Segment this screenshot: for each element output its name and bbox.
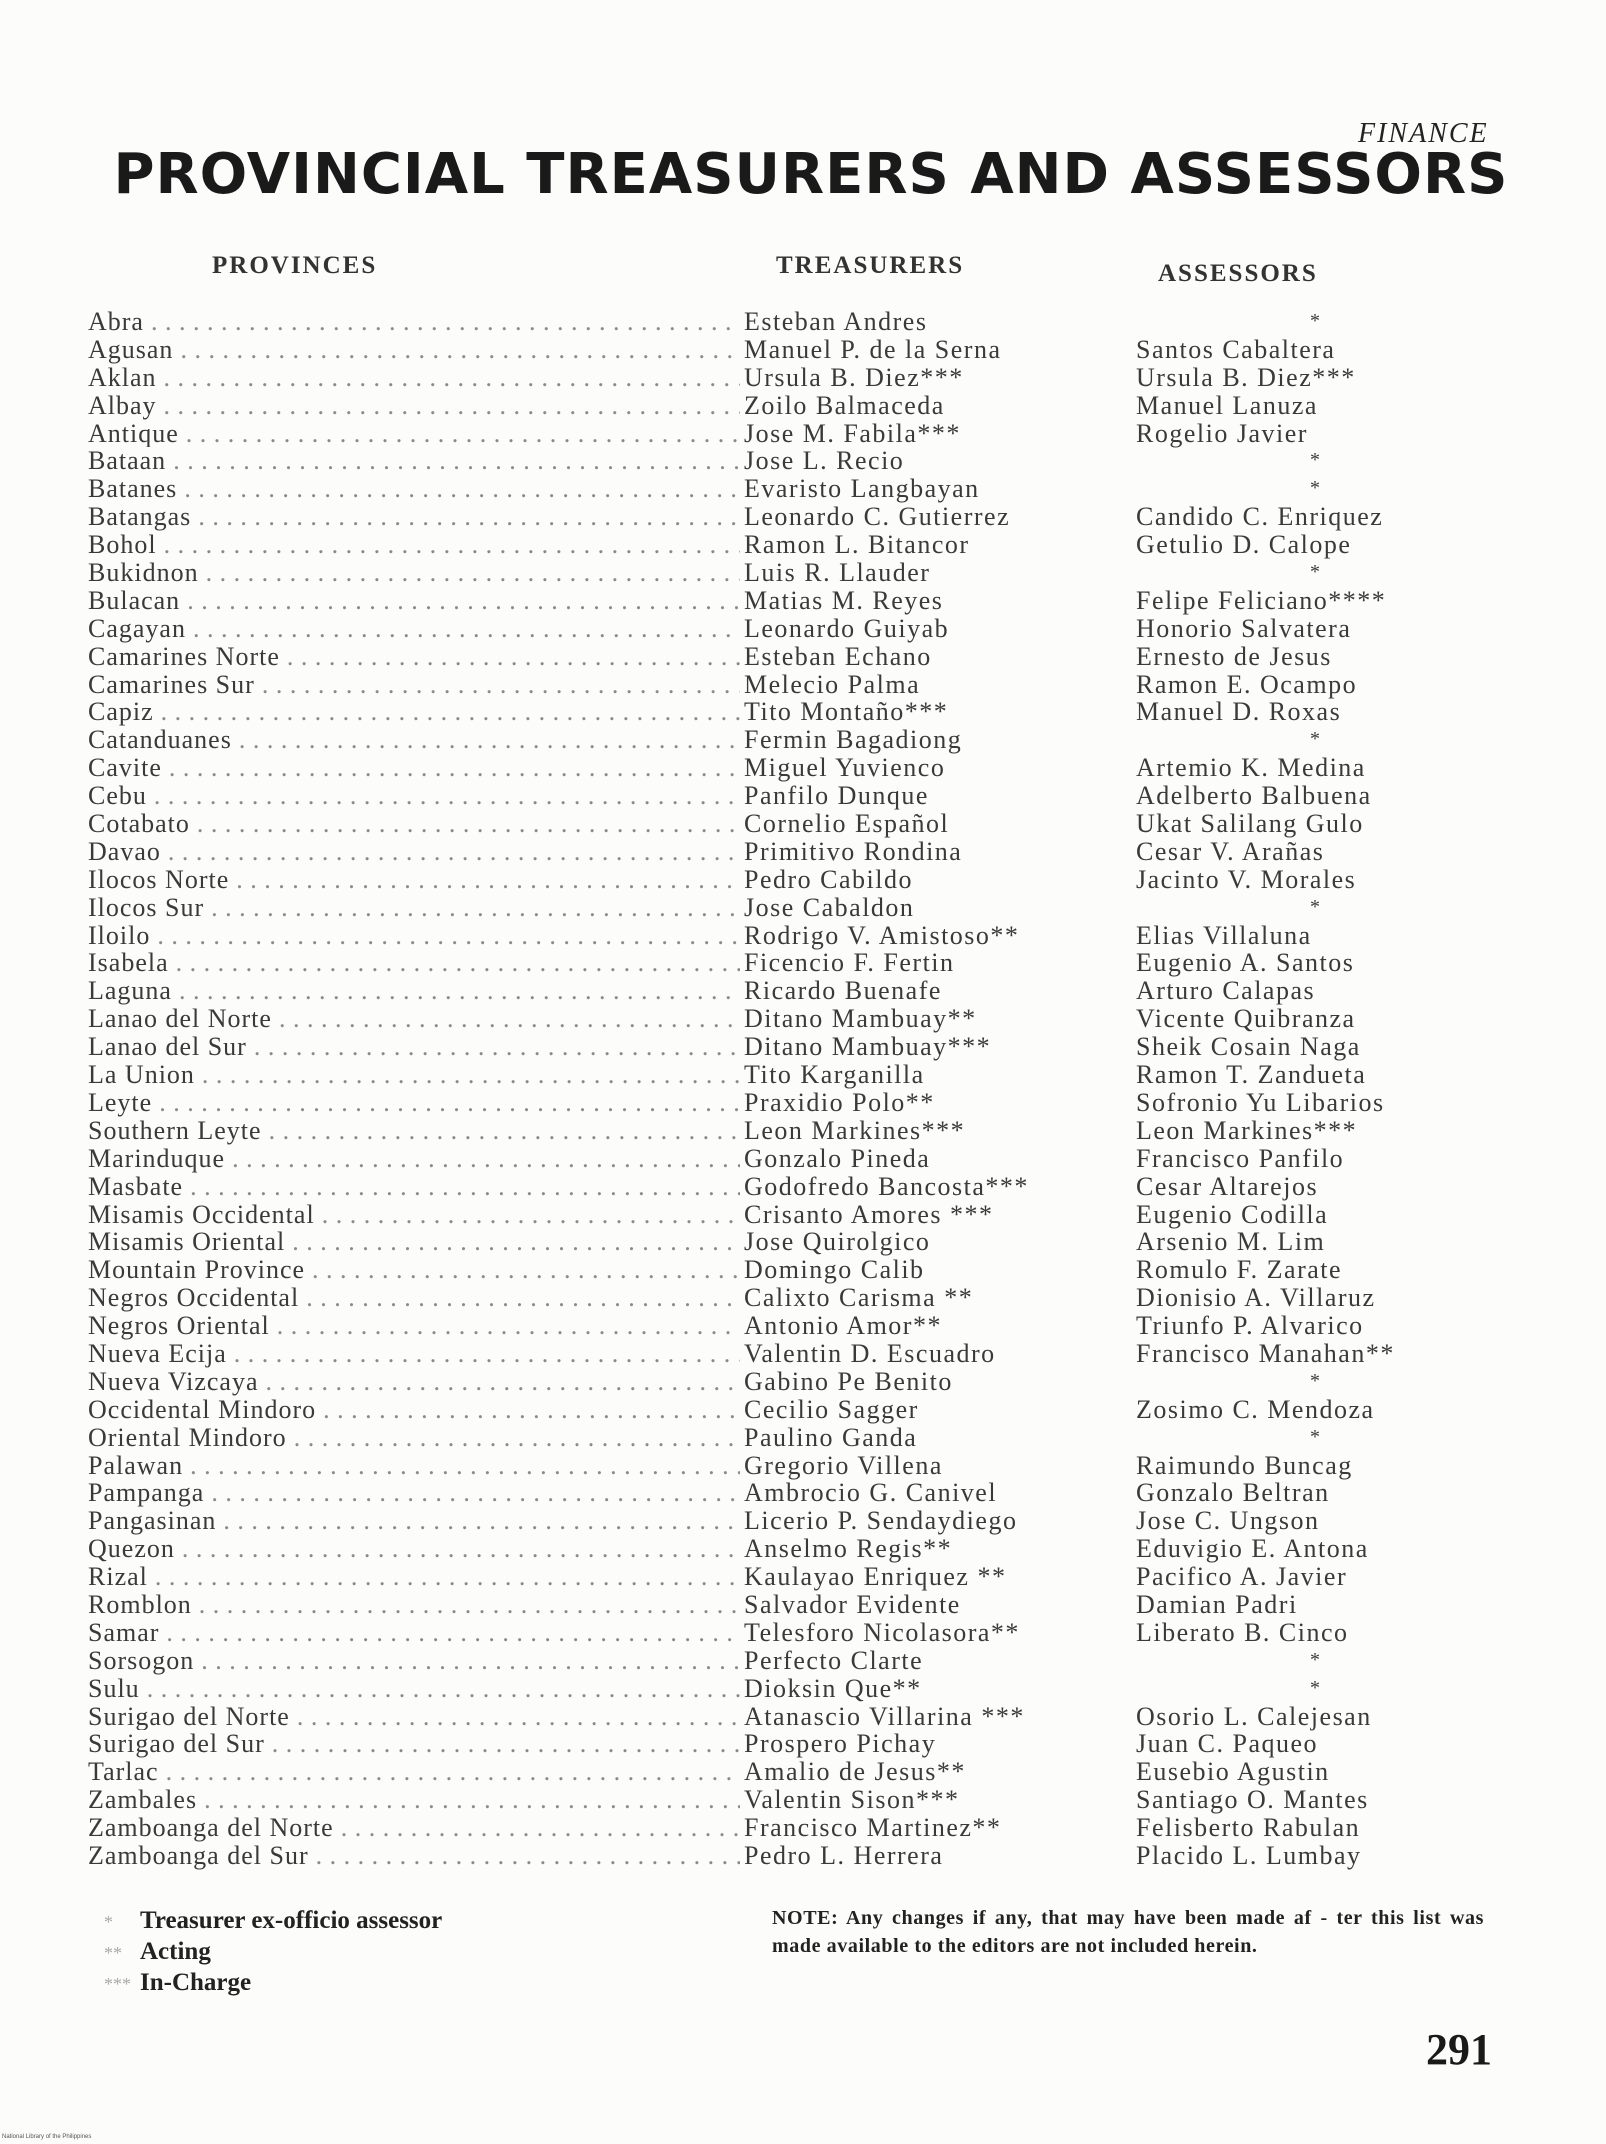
- footer-credit: National Library of the Philippines: [2, 2134, 92, 2140]
- treasurer-cell: Tito Karganilla: [744, 1060, 925, 1090]
- province-cell: Negros Oriental . . .: [88, 1312, 740, 1340]
- treasurer-cell: Gabino Pe Benito: [744, 1366, 953, 1396]
- assessor-cell: *: [1310, 310, 1322, 332]
- assessor-cell: Cesar Altarejos: [1136, 1171, 1319, 1201]
- table-row: [88, 1842, 1448, 1870]
- treasurer-cell: Domingo Calib: [744, 1255, 925, 1285]
- assessor-cell: Elias Villaluna: [1136, 920, 1312, 950]
- legend: [104, 1906, 442, 1999]
- province-cell: Occidental Mindoro . . .: [88, 1396, 740, 1424]
- legend-mark: *: [104, 1912, 113, 1932]
- treasurer-cell: Leonardo Guiyab: [744, 613, 950, 643]
- table-row: [88, 671, 1448, 699]
- province-cell: Sorsogon . . .: [88, 1647, 740, 1675]
- table-row: [88, 754, 1448, 782]
- assessor-cell: Romulo F. Zarate: [1136, 1255, 1343, 1285]
- assessor-cell: *: [1310, 1648, 1322, 1671]
- treasurer-cell: Antonio Amor**: [744, 1311, 942, 1341]
- assessor-cell: Arturo Calapas: [1136, 976, 1316, 1006]
- table-row: [88, 1033, 1448, 1061]
- table-row: [88, 1675, 1448, 1703]
- province-cell: Agusan . . .: [88, 336, 740, 364]
- province-cell: Laguna . . .: [88, 977, 740, 1005]
- table-row: [88, 1284, 1448, 1312]
- province-cell: Aklan . . .: [88, 364, 740, 392]
- assessor-cell: Raimundo Buncag: [1136, 1450, 1353, 1480]
- province-cell: Bohol . . .: [88, 531, 740, 559]
- province-cell: Isabela . . .: [88, 949, 740, 977]
- table-row: [88, 503, 1448, 531]
- treasurer-cell: Prospero Pichay: [744, 1729, 937, 1759]
- treasurer-cell: Evaristo Langbayan: [744, 474, 980, 504]
- assessor-cell: Sheik Cosain Naga: [1136, 1032, 1361, 1062]
- assessor-cell: Santos Cabaltera: [1136, 334, 1336, 364]
- table-row: [88, 810, 1448, 838]
- table-row: [88, 1368, 1448, 1396]
- province-cell: Catanduanes . . .: [88, 726, 740, 754]
- table-row: [88, 1145, 1448, 1173]
- table-row: [88, 949, 1448, 977]
- page-title: PROVINCIAL TREASURERS AND ASSESSORS: [113, 142, 1509, 207]
- assessor-cell: Ramon E. Ocampo: [1136, 669, 1358, 699]
- treasurer-cell: Dioksin Que**: [744, 1673, 922, 1703]
- province-cell: La Union . . .: [88, 1061, 740, 1089]
- province-cell: Capiz . . .: [88, 698, 740, 726]
- treasurer-cell: Jose M. Fabila***: [744, 418, 961, 448]
- treasurer-cell: Rodrigo V. Amistoso**: [744, 920, 1020, 950]
- assessor-cell: Ramon T. Zandueta: [1136, 1060, 1367, 1090]
- treasurer-cell: Pedro Cabildo: [744, 864, 913, 894]
- table-row: [88, 643, 1448, 671]
- table-row: [88, 977, 1448, 1005]
- legend-item: [104, 1968, 442, 1999]
- treasurer-cell: Jose Quirolgico: [744, 1227, 931, 1257]
- table-row: [88, 336, 1448, 364]
- treasurer-cell: Ambrocio G. Canivel: [744, 1478, 998, 1508]
- table-row: [88, 894, 1448, 922]
- assessor-cell: Felisberto Rabulan: [1136, 1813, 1361, 1843]
- province-cell: Bataan . . .: [88, 447, 740, 475]
- treasurer-cell: Valentin Sison***: [744, 1785, 960, 1815]
- assessor-cell: Osorio L. Calejesan: [1136, 1701, 1372, 1731]
- assessor-cell: Adelberto Balbuena: [1136, 781, 1372, 811]
- table-row: [88, 698, 1448, 726]
- table-row: [88, 1173, 1448, 1201]
- assessor-cell: Juan C. Paqueo: [1136, 1729, 1319, 1759]
- province-cell: Rizal . . .: [88, 1563, 740, 1591]
- treasurers-table: [88, 308, 1448, 1870]
- assessor-cell: Dionisio A. Villaruz: [1136, 1283, 1376, 1313]
- assessor-cell: *: [1310, 728, 1322, 751]
- assessor-cell: Francisco Manahan**: [1136, 1338, 1395, 1368]
- table-row: [88, 726, 1448, 754]
- province-cell: Tarlac . . .: [88, 1758, 740, 1786]
- assessor-cell: Getulio D. Calope: [1136, 530, 1352, 560]
- treasurer-cell: Godofredo Bancosta***: [744, 1171, 1029, 1201]
- assessor-cell: Ursula B. Diez***: [1136, 362, 1356, 392]
- assessor-cell: Candido C. Enriquez: [1136, 502, 1384, 532]
- legend-mark: ***: [104, 1974, 131, 1994]
- table-row: [88, 364, 1448, 392]
- province-cell: Masbate . . .: [88, 1173, 740, 1201]
- treasurer-cell: Manuel P. de la Serna: [744, 334, 1002, 364]
- table-row: [88, 838, 1448, 866]
- table-row: [88, 1061, 1448, 1089]
- table-row: [88, 1424, 1448, 1452]
- treasurer-cell: Praxidio Polo**: [744, 1087, 935, 1117]
- province-cell: Palawan . . .: [88, 1452, 740, 1480]
- header-assessors: ASSESSORS: [1158, 260, 1318, 287]
- province-cell: Camarines Norte . . .: [88, 643, 740, 671]
- province-cell: Iloilo . . .: [88, 922, 740, 950]
- treasurer-cell: Cecilio Sagger: [744, 1394, 919, 1424]
- province-cell: Ilocos Norte . . .: [88, 866, 740, 894]
- assessor-cell: Rogelio Javier: [1136, 418, 1308, 448]
- treasurer-cell: Panfilo Dunque: [744, 781, 929, 811]
- assessor-cell: Eugenio A. Santos: [1136, 948, 1355, 978]
- editor-note: NOTE: Any changes if any, that may have been made af - ter this list was made available to the editors are not included herein.: [772, 1907, 1484, 1957]
- treasurer-cell: Luis R. Llauder: [744, 558, 931, 588]
- treasurer-cell: Amalio de Jesus**: [744, 1757, 966, 1787]
- treasurer-cell: Calixto Carisma **: [744, 1283, 974, 1313]
- table-row: [88, 1507, 1448, 1535]
- treasurer-cell: Leon Markines***: [744, 1115, 966, 1145]
- assessor-cell: Ukat Salilang Gulo: [1136, 809, 1364, 839]
- table-row: [88, 1591, 1448, 1619]
- table-row: [88, 1703, 1448, 1731]
- assessor-cell: Placido L. Lumbay: [1136, 1840, 1362, 1870]
- table-row: [88, 782, 1448, 810]
- table-row: [88, 392, 1448, 420]
- treasurer-cell: Crisanto Amores ***: [744, 1199, 994, 1229]
- table-row: [88, 1758, 1448, 1786]
- table-row: [88, 1479, 1448, 1507]
- assessor-cell: Manuel D. Roxas: [1136, 697, 1342, 727]
- province-cell: Surigao del Sur . . .: [88, 1730, 740, 1758]
- assessor-cell: Damian Padri: [1136, 1589, 1298, 1619]
- assessor-cell: Triunfo P. Alvarico: [1136, 1311, 1364, 1341]
- table-row: [88, 1452, 1448, 1480]
- province-cell: Cagayan . . .: [88, 615, 740, 643]
- table-row: [88, 1619, 1448, 1647]
- table-row: [88, 1563, 1448, 1591]
- province-cell: Pampanga . . .: [88, 1479, 740, 1507]
- treasurer-cell: Matias M. Reyes: [744, 585, 944, 615]
- treasurer-cell: Gonzalo Pineda: [744, 1143, 931, 1173]
- section-tag: FINANCE: [1358, 118, 1489, 149]
- treasurer-cell: Tito Montaño***: [744, 697, 949, 727]
- assessor-cell: Manuel Lanuza: [1136, 390, 1318, 420]
- province-cell: Camarines Sur . . .: [88, 671, 740, 699]
- province-cell: Misamis Oriental . . .: [88, 1228, 740, 1256]
- treasurer-cell: Valentin D. Escuadro: [744, 1338, 996, 1368]
- table-row: [88, 1786, 1448, 1814]
- province-cell: Southern Leyte . . .: [88, 1117, 740, 1145]
- treasurer-cell: Licerio P. Sendaydiego: [744, 1506, 1018, 1536]
- province-cell: Zamboanga del Sur . . .: [88, 1842, 740, 1870]
- assessor-cell: Ernesto de Jesus: [1136, 641, 1332, 671]
- assessor-cell: *: [1310, 1676, 1322, 1699]
- treasurer-cell: Ramon L. Bitancor: [744, 530, 970, 560]
- assessor-cell: *: [1310, 1369, 1322, 1392]
- treasurer-cell: Ricardo Buenafe: [744, 976, 942, 1006]
- table-row: [88, 1535, 1448, 1563]
- assessor-cell: Francisco Panfilo: [1136, 1143, 1345, 1173]
- table-row: [88, 866, 1448, 894]
- treasurer-cell: Paulino Ganda: [744, 1422, 918, 1452]
- table-row: [88, 587, 1448, 615]
- province-cell: Ilocos Sur . . .: [88, 894, 740, 922]
- treasurer-cell: Jose L. Recio: [744, 446, 905, 476]
- treasurer-cell: Ditano Mambuay**: [744, 1004, 977, 1034]
- province-cell: Antique . . .: [88, 420, 740, 448]
- province-cell: Davao . . .: [88, 838, 740, 866]
- legend-mark: **: [104, 1943, 122, 1963]
- province-cell: Misamis Occidental . . .: [88, 1201, 740, 1229]
- province-cell: Zambales . . .: [88, 1786, 740, 1814]
- treasurer-cell: Ficencio F. Fertin: [744, 948, 955, 978]
- province-cell: Lanao del Norte . . .: [88, 1005, 740, 1033]
- legend-item: [104, 1906, 442, 1937]
- table-row: [88, 1396, 1448, 1424]
- province-cell: Marinduque . . .: [88, 1145, 740, 1173]
- page-number: 291: [1426, 2025, 1492, 2074]
- province-cell: Mountain Province . . .: [88, 1256, 740, 1284]
- province-cell: Albay . . .: [88, 392, 740, 420]
- treasurer-cell: Francisco Martinez**: [744, 1813, 1002, 1843]
- province-cell: Batangas . . .: [88, 503, 740, 531]
- table-row: [88, 1256, 1448, 1284]
- treasurer-cell: Primitivo Rondina: [744, 836, 963, 866]
- legend-text: In-Charge: [140, 1969, 252, 1996]
- table-row: [88, 615, 1448, 643]
- treasurer-cell: Telesforo Nicolasora**: [744, 1617, 1020, 1647]
- table-row: [88, 475, 1448, 503]
- assessor-cell: Santiago O. Mantes: [1136, 1785, 1369, 1815]
- treasurer-cell: Jose Cabaldon: [744, 892, 915, 922]
- assessor-cell: Jose C. Ungson: [1136, 1506, 1320, 1536]
- table-row: [88, 1340, 1448, 1368]
- table-row: [88, 1312, 1448, 1340]
- treasurer-cell: Esteban Echano: [744, 641, 932, 671]
- province-cell: Pangasinan . . .: [88, 1507, 740, 1535]
- assessor-cell: Eugenio Codilla: [1136, 1199, 1329, 1229]
- legend-item: [104, 1937, 442, 1968]
- assessor-cell: Sofronio Yu Libarios: [1136, 1087, 1385, 1117]
- treasurer-cell: Ursula B. Diez***: [744, 362, 964, 392]
- table-row: [88, 447, 1448, 475]
- province-cell: Nueva Vizcaya . . .: [88, 1368, 740, 1396]
- province-cell: Surigao del Norte . . .: [88, 1703, 740, 1731]
- province-cell: Sulu . . .: [88, 1675, 740, 1703]
- province-cell: Cotabato . . .: [88, 810, 740, 838]
- assessor-cell: *: [1310, 449, 1322, 472]
- treasurer-cell: Perfecto Clarte: [744, 1645, 924, 1675]
- assessor-cell: Cesar V. Arañas: [1136, 836, 1325, 866]
- legend-text: Treasurer ex-officio assessor: [140, 1907, 443, 1934]
- province-cell: Cebu . . .: [88, 782, 740, 810]
- table-row: [88, 922, 1448, 950]
- treasurer-cell: Salvador Evidente: [744, 1589, 961, 1619]
- table-row: [88, 1201, 1448, 1229]
- assessor-cell: Pacifico A. Javier: [1136, 1562, 1348, 1592]
- treasurer-cell: Cornelio Español: [744, 809, 950, 839]
- province-cell: Samar . . .: [88, 1619, 740, 1647]
- table-row: [88, 1814, 1448, 1842]
- assessor-cell: *: [1310, 477, 1322, 500]
- province-cell: Bulacan . . .: [88, 587, 740, 615]
- province-cell: Bukidnon . . .: [88, 559, 740, 587]
- assessor-cell: Arsenio M. Lim: [1136, 1227, 1326, 1257]
- treasurer-cell: Esteban Andres: [744, 307, 928, 336]
- treasurer-cell: Zoilo Balmaceda: [744, 390, 945, 420]
- assessor-cell: Liberato B. Cinco: [1136, 1617, 1349, 1647]
- legend-text: Acting: [140, 1938, 211, 1965]
- assessor-cell: Felipe Feliciano****: [1136, 585, 1387, 615]
- table-row: [88, 1117, 1448, 1145]
- treasurer-cell: Ditano Mambuay***: [744, 1032, 992, 1062]
- assessor-cell: *: [1310, 895, 1322, 918]
- province-cell: Quezon . . .: [88, 1535, 740, 1563]
- header-treasurers: TREASURERS: [776, 252, 965, 279]
- header-provinces: PROVINCES: [212, 252, 378, 279]
- treasurer-cell: Pedro L. Herrera: [744, 1840, 944, 1870]
- table-row: [88, 1228, 1448, 1256]
- assessor-cell: Jacinto V. Morales: [1136, 864, 1357, 894]
- treasurer-cell: Fermin Bagadiong: [744, 725, 963, 755]
- province-cell: Romblon . . .: [88, 1591, 740, 1619]
- table-row: [88, 1647, 1448, 1675]
- province-cell: Lanao del Sur . . .: [88, 1033, 740, 1061]
- treasurer-cell: Atanascio Villarina ***: [744, 1701, 1025, 1731]
- province-cell: Leyte . . .: [88, 1089, 740, 1117]
- province-cell: Oriental Mindoro . . .: [88, 1424, 740, 1452]
- province-cell: Negros Occidental . . .: [88, 1284, 740, 1312]
- province-cell: Batanes . . .: [88, 475, 740, 503]
- treasurer-cell: Anselmo Regis**: [744, 1534, 953, 1564]
- province-cell: Zamboanga del Norte . . .: [88, 1814, 740, 1842]
- treasurer-cell: Leonardo C. Gutierrez: [744, 502, 1011, 532]
- assessor-cell: Honorio Salvatera: [1136, 613, 1352, 643]
- province-cell: Abra . . .: [88, 308, 740, 336]
- table-row: [88, 1005, 1448, 1033]
- assessor-cell: *: [1310, 1425, 1322, 1448]
- treasurer-cell: Miguel Yuvienco: [744, 753, 946, 783]
- assessor-cell: Leon Markines***: [1136, 1115, 1358, 1145]
- treasurer-cell: Melecio Palma: [744, 669, 921, 699]
- table-row: [88, 531, 1448, 559]
- table-row: [88, 559, 1448, 587]
- assessor-cell: *: [1310, 561, 1322, 584]
- assessor-cell: Eusebio Agustin: [1136, 1757, 1330, 1787]
- province-cell: Nueva Ecija . . .: [88, 1340, 740, 1368]
- assessor-cell: Zosimo C. Mendoza: [1136, 1394, 1375, 1424]
- province-cell: Cavite . . .: [88, 754, 740, 782]
- table-row: [88, 1730, 1448, 1758]
- table-row: [88, 1089, 1448, 1117]
- assessor-cell: Vicente Quibranza: [1136, 1004, 1356, 1034]
- assessor-cell: Artemio K. Medina: [1136, 753, 1366, 783]
- assessor-cell: Gonzalo Beltran: [1136, 1478, 1330, 1508]
- table-row: [88, 420, 1448, 448]
- table-row: [88, 308, 1448, 336]
- assessor-cell: Eduvigio E. Antona: [1136, 1534, 1369, 1564]
- treasurer-cell: Gregorio Villena: [744, 1450, 943, 1480]
- treasurer-cell: Kaulayao Enriquez **: [744, 1562, 1007, 1592]
